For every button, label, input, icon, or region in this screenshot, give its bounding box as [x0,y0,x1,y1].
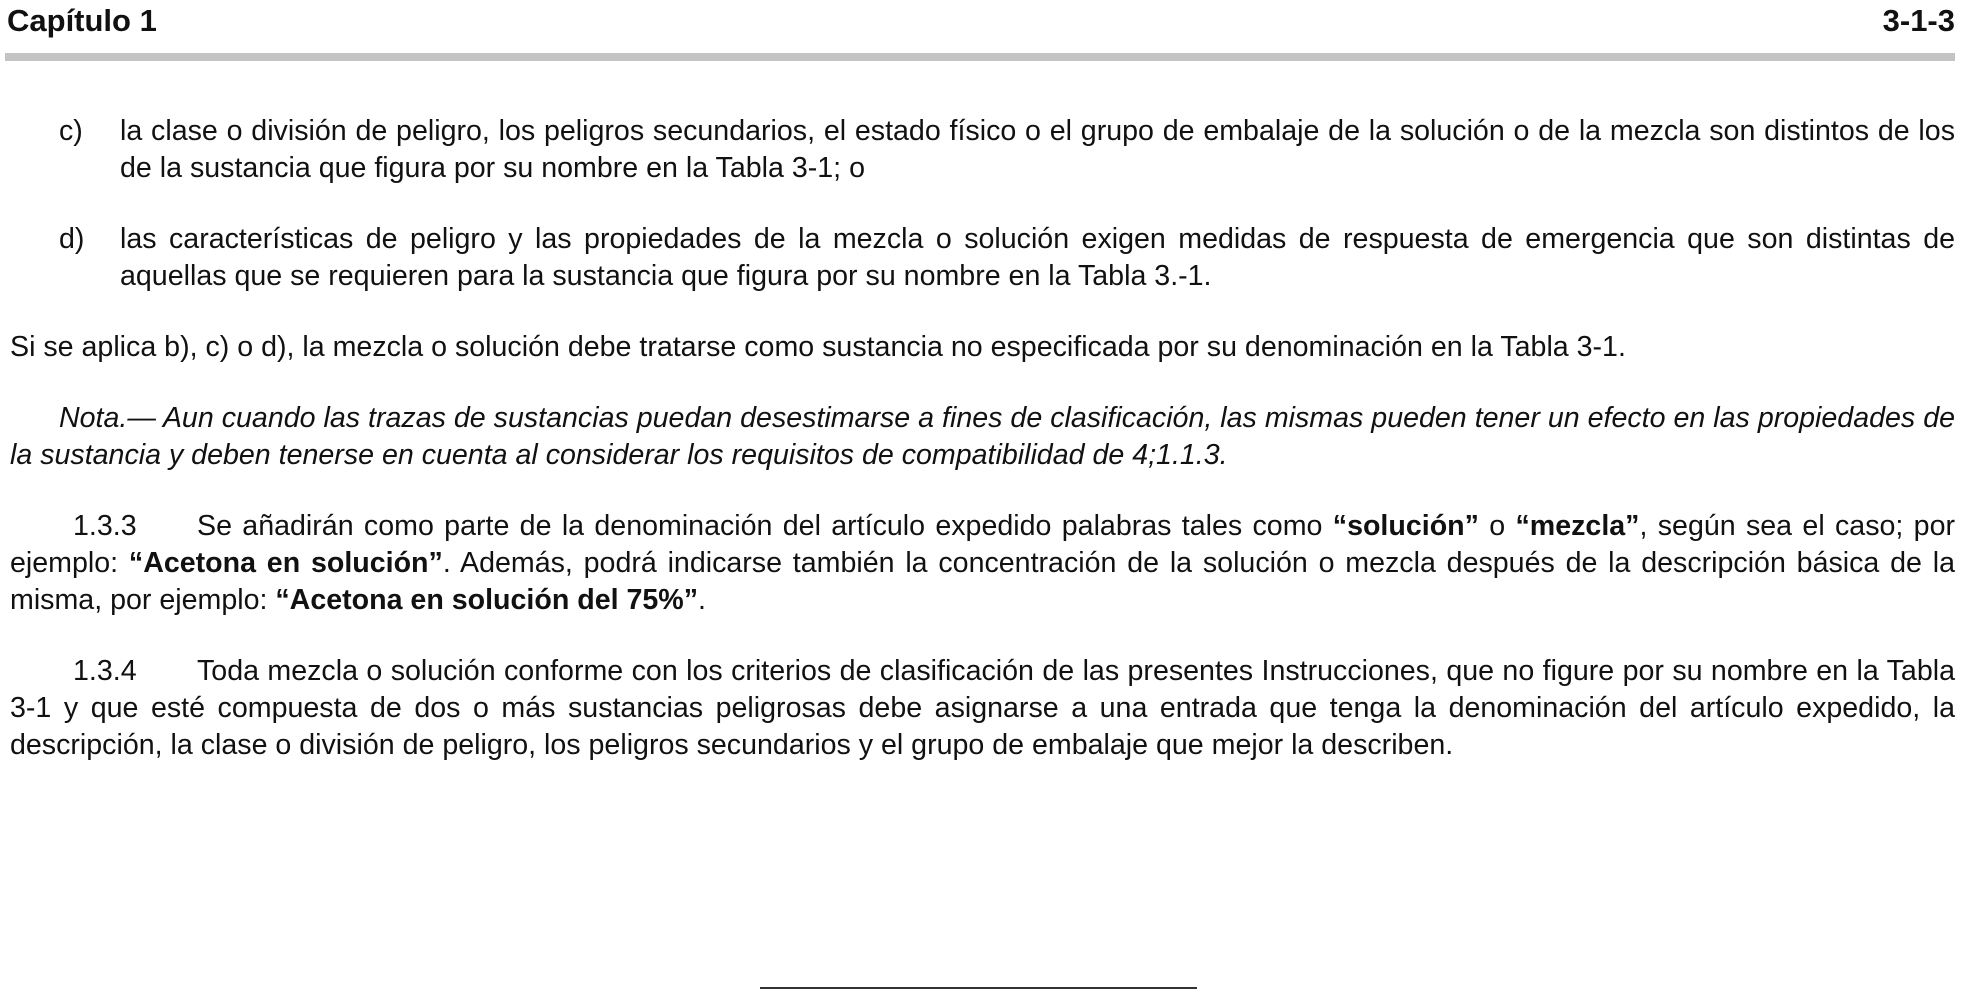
list-text: las características de peligro y las propiedades de la mezcla o solución exigen medidas de respuesta de emergencia que son distintas de aquellas que se requieren para la sustancia que figura por su nombre en la Tabla 3.-1. [120,223,1955,292]
section-text: Se añadirán como parte de la denominación del artículo expedido palabras tales como [197,510,1333,542]
document-body [10,113,1955,798]
bold-term: “mezcla” [1515,510,1640,542]
paragraph-mixture-treatment: Si se aplica b), c) o d), la mezcla o solución debe tratarse como sustancia no especificada por su denominación en la Tabla 3-1. [10,331,1626,363]
page-header [7,0,1955,40]
section-text: . [698,584,706,616]
header-divider [5,53,1955,61]
section-number: 1.3.4 [73,655,137,687]
section-text: o [1478,510,1516,542]
section-1-3-4 [10,653,1955,764]
list-marker: d) [59,223,85,255]
page-number: 3-1-3 [1882,3,1955,38]
list-text: la clase o división de peligro, los peligros secundarios, el estado físico o el grupo de embalaje de la solución o de la mezcla son distintos de los de la sustancia que figura por su nombre en la Tabla 3-1; o [120,115,1955,184]
list-item-c [10,113,1955,187]
section-number: 1.3.3 [73,510,137,542]
bold-term: “Acetona en solución del 75%” [275,584,699,616]
note-paragraph: Nota.— Aun cuando las trazas de sustancias puedan desestimarse a fines de clasificación, las mismas pueden tener un efecto en las propiedades de la sustancia y deben tenerse en cuenta al considerar los requisitos de compatibilidad de 4;1.1.3. [10,402,1955,471]
list-item-d [10,221,1955,295]
section-1-3-3 [10,508,1955,619]
section-text: , según sea el caso; por ejemplo: [10,510,1956,579]
section-text: Toda mezcla o solución conforme con los criterios de clasificación de las presentes Instrucciones, que no figure por su nombre en la Tabla 3-1 y que esté compuesta de dos o más sustancias peligrosas debe asignarse a una entrada que tenga la denominación del artículo expedido, la descripción, la clase o división de peligro, los peligros secundarios y el grupo de embalaje que mejor la describen. [10,655,1955,761]
list-marker: c) [59,115,83,147]
bold-term: “Acetona en solución” [128,547,443,579]
footnote-divider [760,987,1197,989]
section-text: . Además, podrá indicarse también la concentración de la solución o mezcla después de la descripción básica de la misma, por ejemplo: [10,547,1955,616]
bold-term: “solución” [1332,510,1479,542]
chapter-title: Capítulo 1 [7,3,157,38]
